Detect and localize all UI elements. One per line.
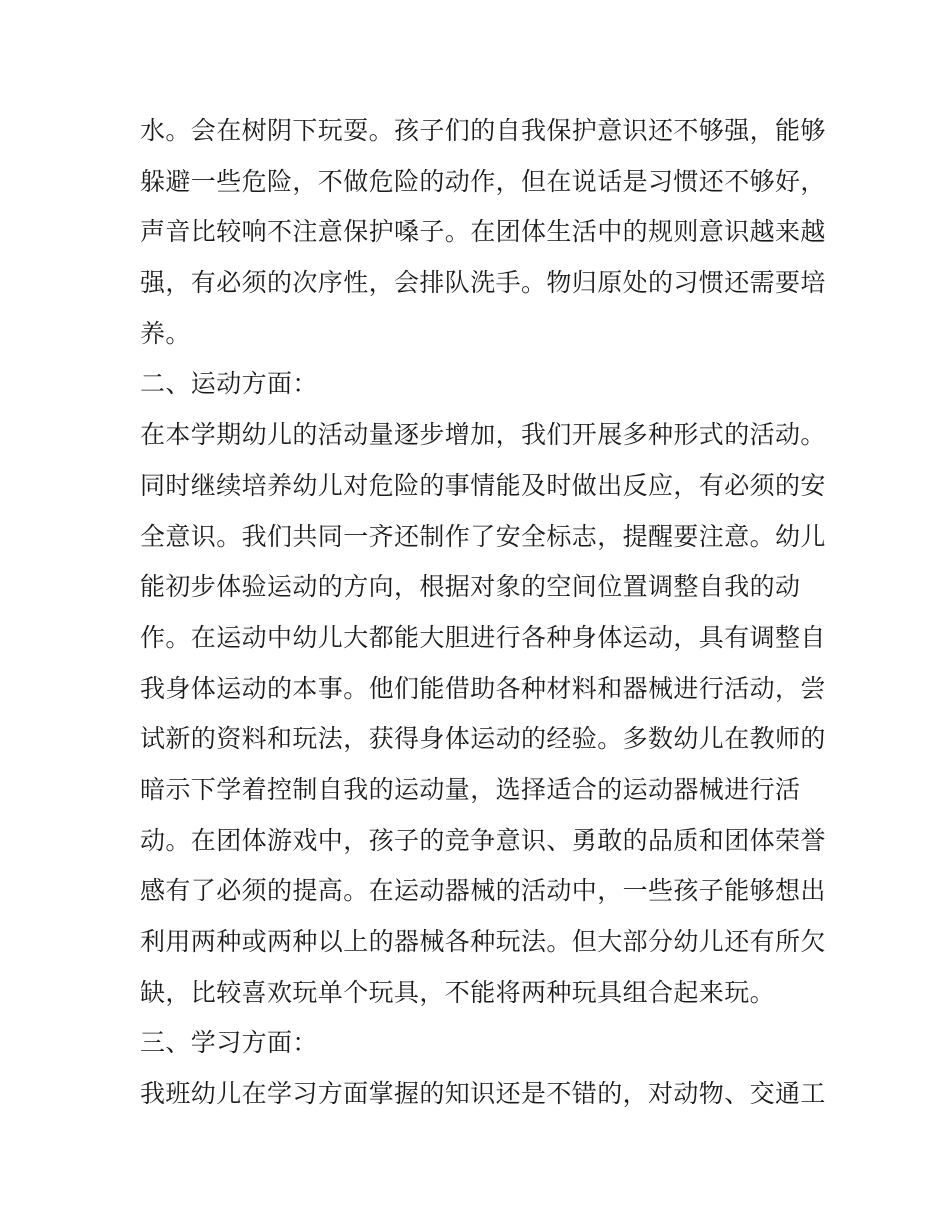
- document-body: [140, 106, 830, 1120]
- section-heading-learning: 三、学习方面：: [140, 1028, 318, 1058]
- paragraph-line: 能初步体验运动的方向，根据对象的空间位置调整自我的动: [140, 572, 801, 602]
- paragraph-line: 水。会在树阴下玩耍。孩子们的自我保护意识还不够强，能够: [140, 116, 826, 145]
- paragraph-line: 强，有必须的次序性，会排队洗手。物归原处的习惯还需要培: [140, 268, 826, 298]
- paragraph-line: 动。在团体游戏中，孩子的竞争意识、勇敢的品质和团体荣誉: [140, 825, 826, 855]
- paragraph-line: 利用两种或两种以上的器械各种玩法。但大部分幼儿还有所欠: [140, 927, 826, 956]
- paragraph-line: 声音比较响不注意保护嗓子。在团体生活中的规则意识越来越: [140, 217, 826, 247]
- paragraph-line: 感有了必须的提高。在运动器械的活动中，一些孩子能够想出: [140, 876, 826, 906]
- paragraph-line: 缺，比较喜欢玩单个玩具，不能将两种玩具组合起来玩。: [140, 977, 776, 1007]
- paragraph-line: 我班幼儿在学习方面掌握的知识还是不错的，对动物、交通工: [140, 1079, 826, 1109]
- paragraph-line: 养。: [140, 318, 191, 348]
- paragraph-line: 作。在运动中幼儿大都能大胆进行各种身体运动，具有调整自: [140, 622, 826, 652]
- paragraph-line: 躲避一些危险，不做危险的动作，但在说话是习惯还不够好，: [140, 166, 826, 196]
- paragraph-line: 同时继续培养幼儿对危险的事情能及时做出反应，有必须的安: [140, 470, 826, 500]
- paragraph-line: 在本学期幼儿的活动量逐步增加，我们开展多种形式的活动。: [140, 420, 826, 450]
- paragraph-line: 我身体运动的本事。他们能借助各种材料和器械进行活动，尝: [140, 673, 826, 703]
- paragraph-line: 暗示下学着控制自我的运动量，选择适合的运动器械进行活: [140, 774, 801, 804]
- section-heading-exercise: 二、运动方面：: [140, 369, 318, 399]
- paragraph-line: 全意识。我们共同一齐还制作了安全标志，提醒要注意。幼儿: [140, 521, 826, 551]
- paragraph-line: 试新的资料和玩法，获得身体运动的经验。多数幼儿在教师的: [140, 724, 826, 754]
